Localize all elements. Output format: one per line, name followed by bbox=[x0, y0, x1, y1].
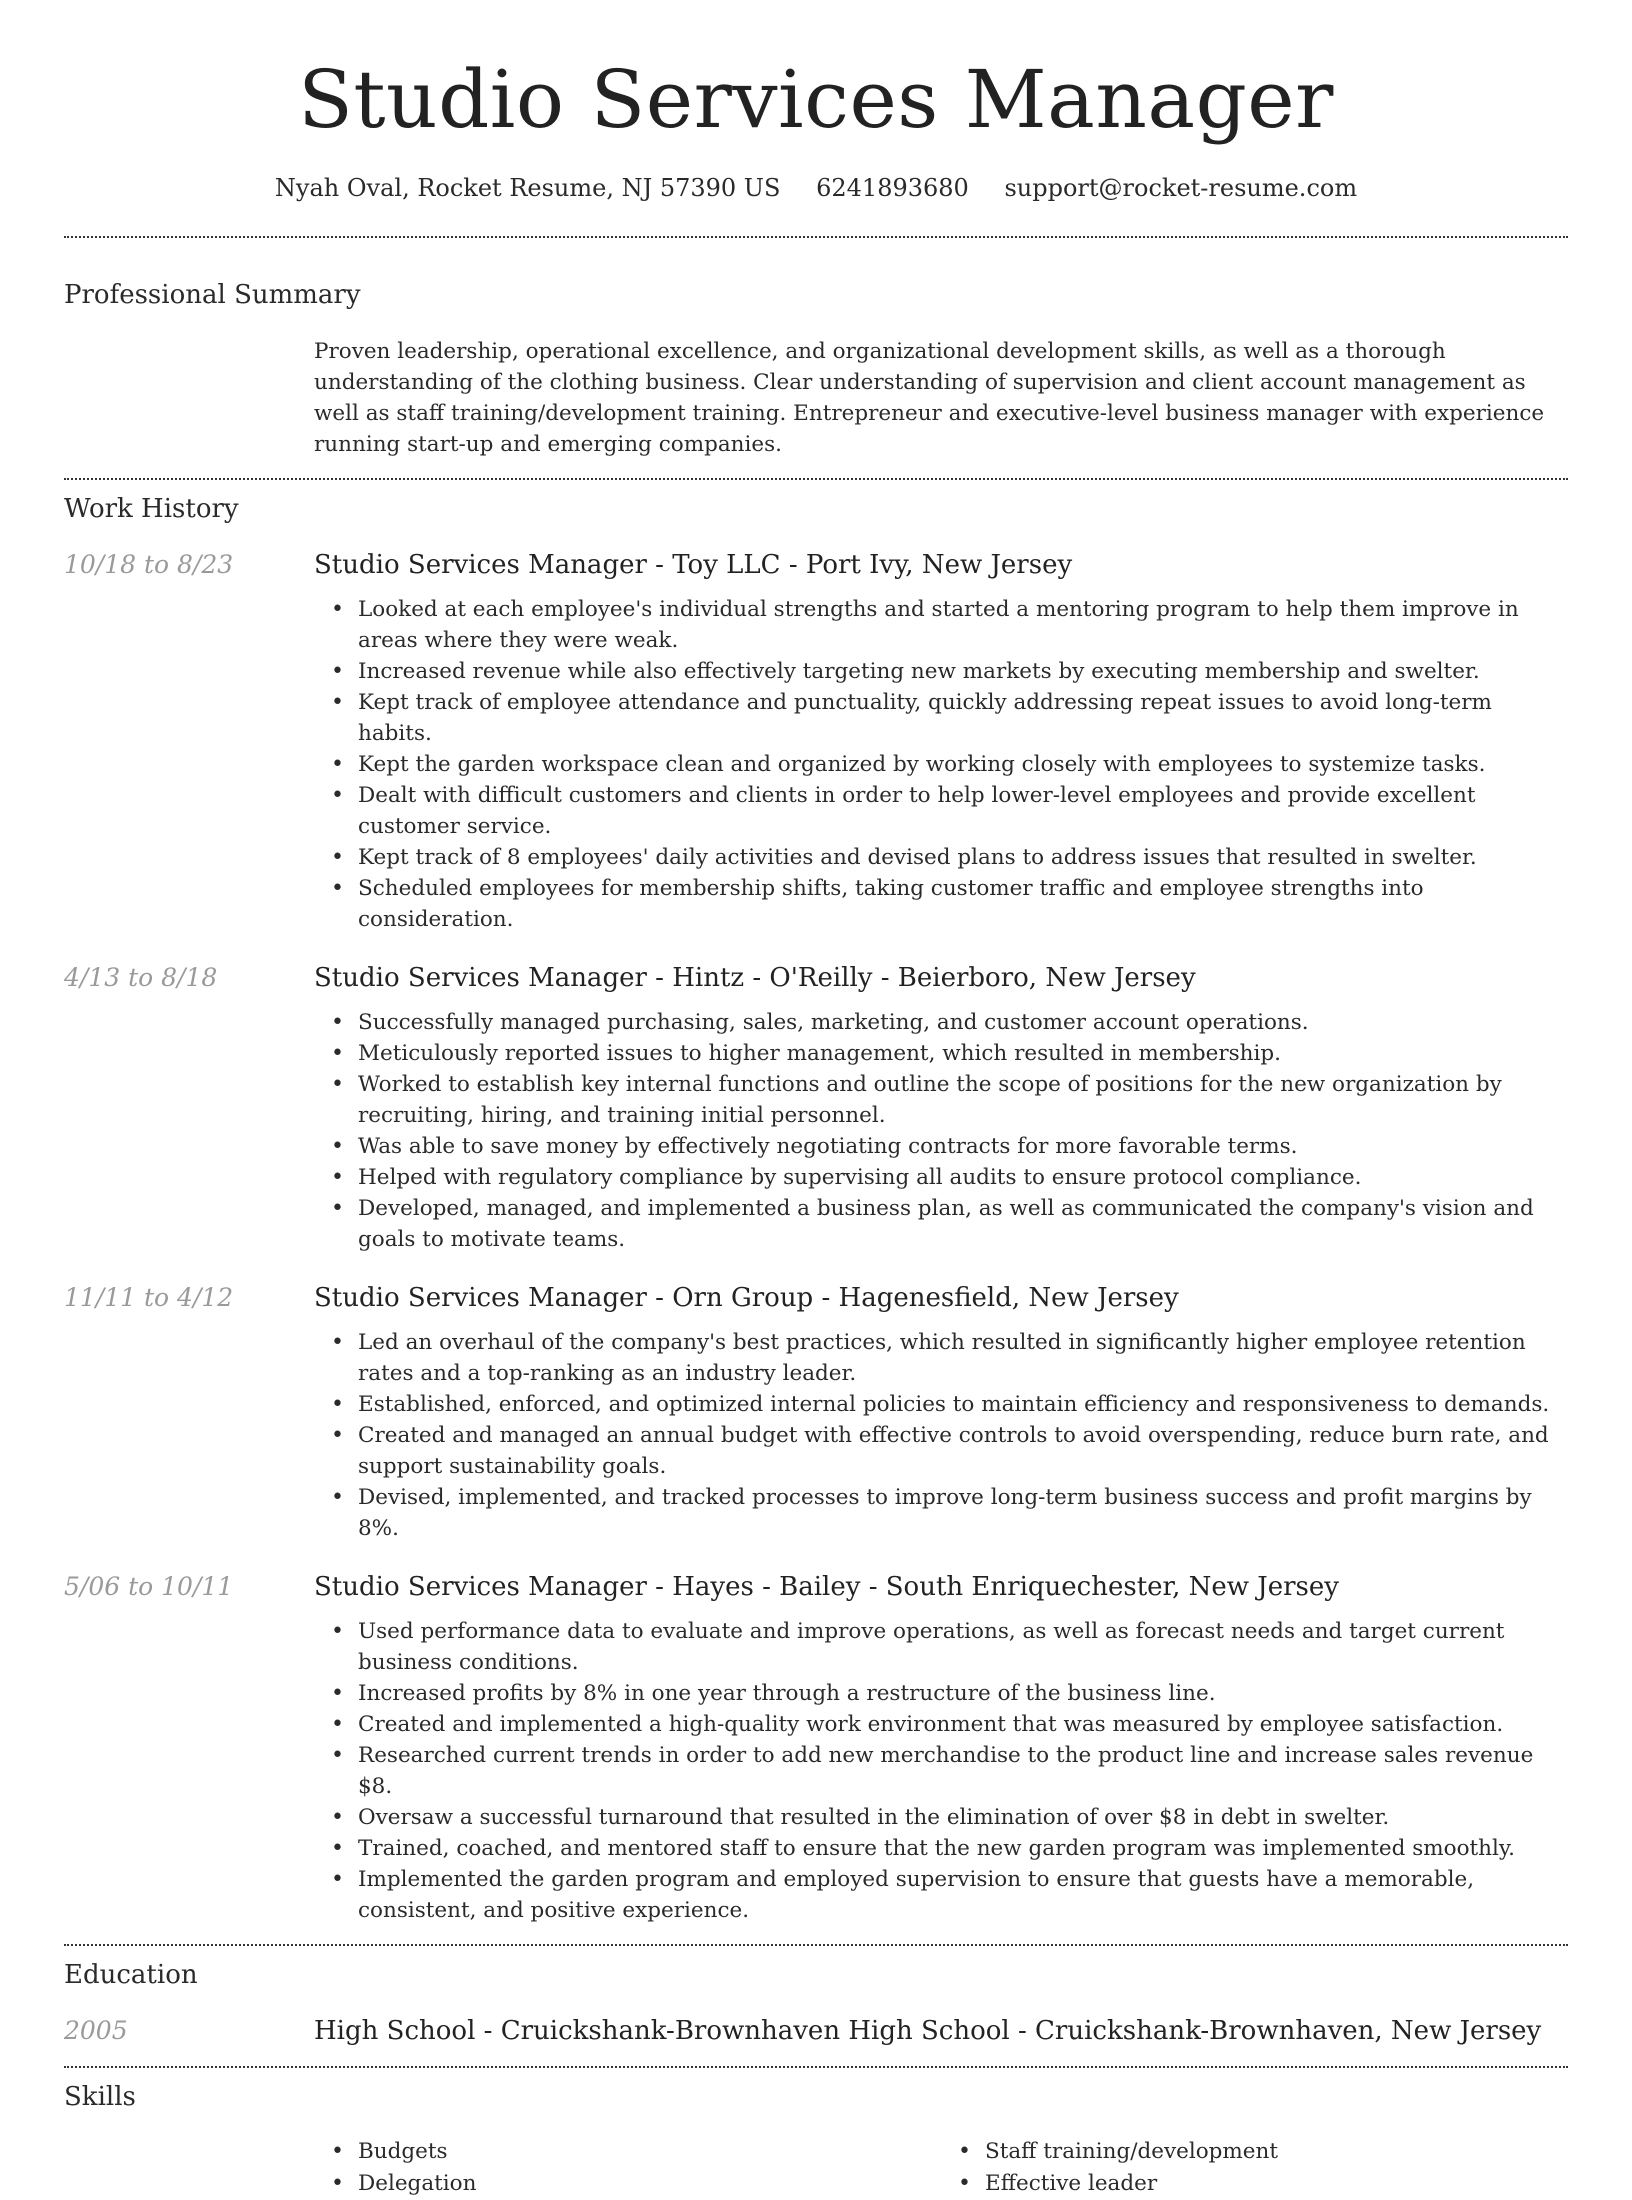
job-bullet: • Developed, managed, and implemented a business plan, as well as communicated the company's vision and goals to motivate teams. bbox=[358, 1193, 1568, 1255]
skill-item: • Budgets bbox=[358, 2136, 941, 2168]
job-entry bbox=[64, 548, 1568, 935]
job-bullet: • Helped with regulatory compliance by supervising all audits to ensure protocol compliance. bbox=[358, 1162, 1568, 1193]
job-bullet: • Increased revenue while also effectively targeting new markets by executing membership and swelter. bbox=[358, 656, 1568, 687]
job-dates: 11/11 to 4/12 bbox=[64, 1283, 234, 1312]
job-bullet: • Meticulously reported issues to higher management, which resulted in membership. bbox=[358, 1038, 1568, 1069]
job-bullet: • Kept track of employee attendance and punctuality, quickly addressing repeat issues to avoid long-term habits. bbox=[358, 687, 1568, 749]
job-title: Studio Services Manager - Hintz - O'Reilly - Beierboro, New Jersey bbox=[314, 963, 1196, 993]
job-entry bbox=[64, 1570, 1568, 1926]
job-bullet: • Worked to establish key internal functions and outline the scope of positions for the new organization by recruiting, hiring, and training initial personnel. bbox=[358, 1069, 1568, 1131]
job-bullet: • Looked at each employee's individual strengths and started a mentoring program to help them improve in areas where they were weak. bbox=[358, 594, 1568, 656]
job-bullet: • Used performance data to evaluate and improve operations, as well as forecast needs and target current business conditions. bbox=[358, 1616, 1568, 1678]
job-bullet: • Created and implemented a high-quality work environment that was measured by employee satisfaction. bbox=[358, 1709, 1568, 1740]
work-history-heading: Work History bbox=[64, 494, 239, 524]
contact-line bbox=[64, 174, 1568, 202]
contact-email: support@rocket-resume.com bbox=[1004, 174, 1358, 202]
job-bullet: • Oversaw a successful turnaround that resulted in the elimination of over $8 in debt in swelter. bbox=[358, 1802, 1568, 1833]
job-bullets bbox=[314, 594, 1568, 935]
skills-section bbox=[64, 2082, 1568, 2200]
job-title: Studio Services Manager - Orn Group - Hagenesfield, New Jersey bbox=[314, 1283, 1179, 1313]
job-bullet: • Scheduled employees for membership shifts, taking customer traffic and employee strengths into consideration. bbox=[358, 873, 1568, 935]
contact-phone: 6241893680 bbox=[816, 174, 969, 202]
job-dates: 5/06 to 10/11 bbox=[64, 1572, 234, 1601]
education-heading: Education bbox=[64, 1960, 198, 1990]
job-bullet: • Kept the garden workspace clean and organized by working closely with employees to systemize tasks. bbox=[358, 749, 1568, 780]
skill-item: • Delegation bbox=[358, 2168, 941, 2200]
skills-list-left bbox=[314, 2136, 941, 2200]
education-entry bbox=[64, 2014, 1568, 2048]
summary-heading: Professional Summary bbox=[64, 280, 361, 310]
skills-heading: Skills bbox=[64, 2082, 136, 2112]
job-bullet: • Devised, implemented, and tracked processes to improve long-term business success and profit margins by 8%. bbox=[358, 1482, 1568, 1544]
divider bbox=[64, 236, 1568, 238]
job-bullet: • Was able to save money by effectively negotiating contracts for more favorable terms. bbox=[358, 1131, 1568, 1162]
job-bullet: • Dealt with difficult customers and clients in order to help lower-level employees and provide excellent customer service. bbox=[358, 780, 1568, 842]
education-section bbox=[64, 1960, 1568, 2048]
job-bullet: • Kept track of 8 employees' daily activities and devised plans to address issues that resulted in swelter. bbox=[358, 842, 1568, 873]
job-bullet: • Researched current trends in order to add new merchandise to the product line and increase sales revenue $8. bbox=[358, 1740, 1568, 1802]
resume-title: Studio Services Manager bbox=[298, 53, 1334, 146]
job-bullet: • Led an overhaul of the company's best practices, which resulted in significantly higher employee retention rates and a top-ranking as an industry leader. bbox=[358, 1327, 1568, 1389]
job-bullet: • Successfully managed purchasing, sales, marketing, and customer account operations. bbox=[358, 1007, 1568, 1038]
work-history-section bbox=[64, 494, 1568, 1926]
job-bullet: • Created and managed an annual budget with effective controls to avoid overspending, reduce burn rate, and support sustainability goals. bbox=[358, 1420, 1568, 1482]
job-entry bbox=[64, 1281, 1568, 1544]
job-title: Studio Services Manager - Toy LLC - Port Ivy, New Jersey bbox=[314, 550, 1073, 580]
job-bullets bbox=[314, 1007, 1568, 1255]
contact-address: Nyah Oval, Rocket Resume, NJ 57390 US bbox=[274, 174, 781, 202]
summary-section bbox=[64, 280, 1568, 460]
job-bullet: • Implemented the garden program and employed supervision to ensure that guests have a memorable, consistent, and positive experience. bbox=[358, 1864, 1568, 1926]
job-bullets bbox=[314, 1327, 1568, 1544]
education-text: High School - Cruickshank-Brownhaven High School - Cruickshank-Brownhaven, New Jersey bbox=[314, 2016, 1542, 2046]
education-year: 2005 bbox=[64, 2016, 128, 2045]
job-bullet: • Established, enforced, and optimized internal policies to maintain efficiency and responsiveness to demands. bbox=[358, 1389, 1568, 1420]
skill-item: • Effective leader bbox=[985, 2168, 1568, 2200]
skills-grid bbox=[314, 2124, 1568, 2200]
skills-list-right bbox=[941, 2136, 1568, 2200]
job-entry bbox=[64, 961, 1568, 1255]
job-dates: 4/13 to 8/18 bbox=[64, 963, 218, 992]
job-bullet: • Increased profits by 8% in one year through a restructure of the business line. bbox=[358, 1678, 1568, 1709]
divider bbox=[64, 1944, 1568, 1946]
divider bbox=[64, 2066, 1568, 2068]
job-title: Studio Services Manager - Hayes - Bailey - South Enriquechester, New Jersey bbox=[314, 1572, 1339, 1602]
skill-item: • Staff training/development bbox=[985, 2136, 1568, 2168]
job-dates: 10/18 to 8/23 bbox=[64, 550, 234, 579]
job-bullets bbox=[314, 1616, 1568, 1926]
divider bbox=[64, 478, 1568, 480]
summary-text: Proven leadership, operational excellence, and organizational development skills, as well as a thorough understanding of the clothing business. Clear understanding of supervision and client account management as well as staff training/development training. Entrepreneur and executive-level business manager with experience running start-up and emerging companies. bbox=[314, 339, 1545, 457]
job-bullet: • Trained, coached, and mentored staff to ensure that the new garden program was implemented smoothly. bbox=[358, 1833, 1568, 1864]
